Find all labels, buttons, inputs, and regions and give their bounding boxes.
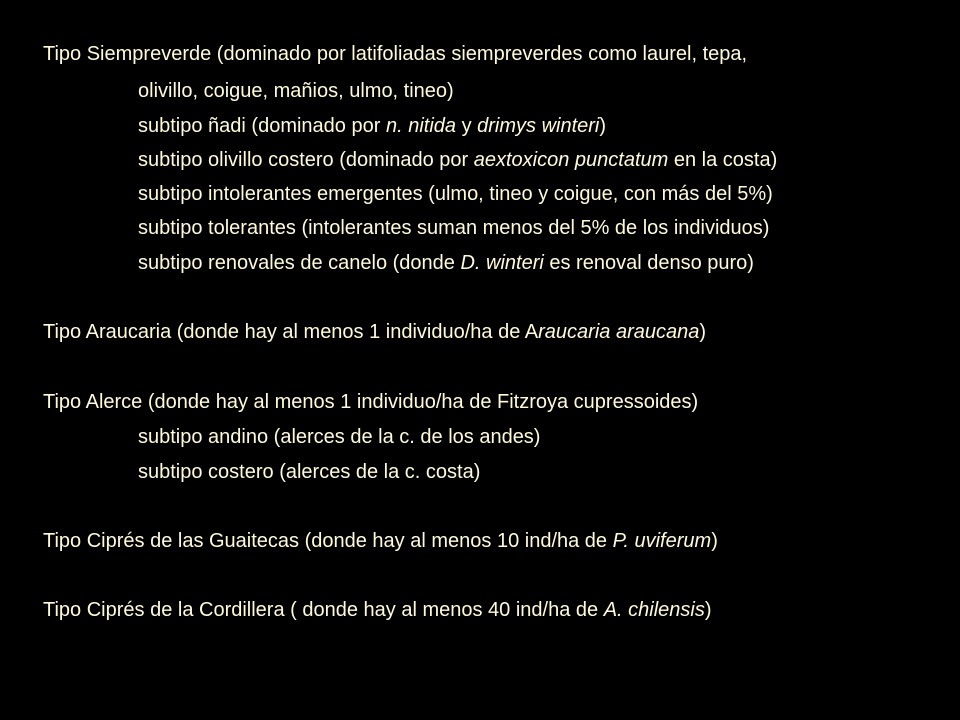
tipo-cordillera-close: )	[704, 599, 712, 621]
tipo-cipres-cordillera	[43, 598, 712, 622]
species-a-chilensis: A. chilensis	[603, 599, 705, 621]
species-p-uviferum: P. uviferum	[612, 530, 712, 552]
tipo-araucaria	[43, 320, 706, 344]
subtipo-nadi-text: subtipo ñadi (dominado por	[138, 115, 386, 137]
subtipo-nadi-join: y	[456, 115, 478, 137]
subtipo-renovales-canelo	[138, 251, 754, 275]
tipo-cipres-guaitecas	[43, 529, 718, 553]
subtipo-intolerantes: subtipo intolerantes emergentes (ulmo, tineo y coigue, con más del 5%)	[138, 183, 773, 205]
subtipo-olivillo-costero	[138, 148, 777, 172]
subtipo-olivillo-end: en la costa)	[668, 149, 778, 171]
species-d-winteri: D. winteri	[460, 252, 544, 274]
subtipo-olivillo-text: subtipo olivillo costero (dominado por	[138, 149, 474, 171]
subtipo-canelo-end: es renoval denso puro)	[543, 252, 754, 274]
species-araucaria-araucana: raucaria araucana	[538, 321, 700, 343]
subtipo-tolerantes: subtipo tolerantes (intolerantes suman menos del 5% de los individuos)	[138, 217, 770, 239]
subtipo-andino: subtipo andino (alerces de la c. de los andes)	[138, 426, 541, 448]
tipo-araucaria-text: Tipo Araucaria (donde hay al menos 1 individuo/ha de A	[43, 321, 539, 343]
tipo-guaitecas-close: )	[711, 530, 718, 552]
subtipo-canelo-text: subtipo renovales de canelo (donde	[138, 252, 461, 274]
tipo-siempreverde-heading-cont: olivillo, coigue, mañios, ulmo, tineo)	[138, 80, 454, 102]
tipo-guaitecas-text: Tipo Ciprés de las Guaitecas (donde hay al menos 10 ind/ha de	[43, 530, 613, 552]
tipo-cordillera-text: Tipo Ciprés de la Cordillera ( donde hay al menos 40 ind/ha de	[43, 599, 604, 621]
subtipo-nadi-close: )	[599, 115, 607, 137]
tipo-araucaria-close: )	[699, 321, 707, 343]
species-drimys-winteri: drimys winteri	[477, 115, 600, 137]
species-aextoxicon-punctatum: aextoxicon punctatum	[473, 149, 669, 171]
tipo-alerce-heading: Tipo Alerce (donde hay al menos 1 individuo/ha de Fitzroya cupressoides)	[43, 391, 699, 413]
subtipo-costero: subtipo costero (alerces de la c. costa)	[138, 461, 481, 483]
tipo-siempreverde-heading: Tipo Siempreverde (dominado por latifoliadas siempreverdes como laurel, tepa,	[43, 43, 748, 65]
subtipo-nadi	[138, 114, 606, 138]
species-n-nitida: n. nitida	[385, 115, 457, 137]
